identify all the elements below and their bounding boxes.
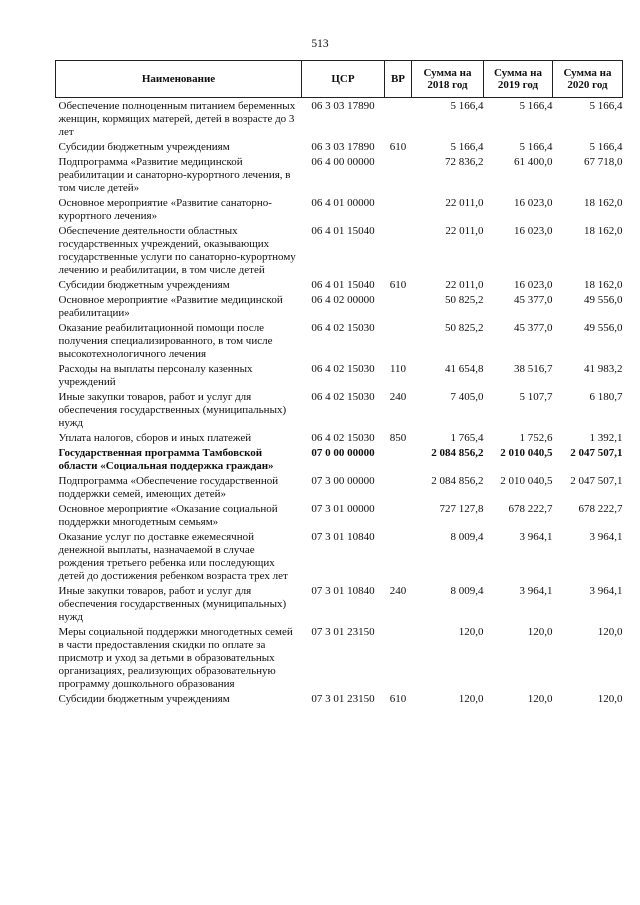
row-sum-2018: 1 765,4	[450, 432, 484, 444]
row-sum-2018: 22 011,0	[445, 279, 484, 291]
row-csr-code: 06 4 01 15040	[311, 279, 375, 291]
table-row	[56, 473, 623, 501]
row-sum-2018: 41 654,8	[445, 363, 484, 375]
row-sum-2020: 6 180,7	[589, 391, 623, 403]
row-csr-code: 06 4 01 15040	[311, 225, 375, 237]
row-sum-2020: 18 162,0	[584, 225, 623, 237]
row-vr-code	[385, 98, 412, 140]
row-sum-2019: 45 377,0	[514, 322, 553, 334]
row-name: Оказание реабилитационной помощи после получения специализированного, в том числе высокотехнологичного лечения	[58, 322, 273, 360]
row-sum-2019: 678 222,7	[508, 503, 553, 515]
header-sum-2018: Сумма на 2018 год	[412, 61, 484, 98]
row-sum-2020: 120,0	[597, 693, 623, 705]
row-vr-code: 850	[389, 432, 407, 444]
row-sum-2018: 8 009,4	[450, 531, 484, 543]
row-sum-2018: 22 011,0	[445, 197, 484, 209]
table-body	[56, 98, 623, 707]
row-name: Государственная программа Тамбовской области «Социальная поддержка граждан»	[58, 447, 274, 472]
row-sum-2019: 61 400,0	[514, 156, 553, 168]
row-csr-code: 07 3 00 00000	[311, 475, 375, 487]
row-sum-2020: 5 166,4	[589, 100, 623, 112]
table-row	[56, 691, 623, 706]
table-row	[56, 389, 623, 430]
row-csr-code: 06 4 02 00000	[311, 294, 375, 306]
row-name: Расходы на выплаты персоналу казенных учреждений	[58, 363, 253, 388]
row-sum-2019: 120,0	[527, 693, 553, 705]
row-vr-code	[385, 445, 412, 473]
row-name: Подпрограмма «Обеспечение государственной поддержки семей, имеющих детей»	[58, 475, 279, 500]
header-name: Наименование	[56, 61, 302, 98]
row-sum-2020: 3 964,1	[589, 531, 623, 543]
row-sum-2020: 2 047 507,1	[570, 475, 623, 487]
table-row	[56, 195, 623, 223]
table-row	[56, 624, 623, 691]
row-sum-2019: 5 166,4	[519, 100, 553, 112]
table-row	[56, 154, 623, 195]
row-csr-code: 07 0 00 00000	[311, 447, 375, 459]
row-sum-2020: 1 392,1	[589, 432, 623, 444]
row-vr-code	[385, 320, 412, 361]
row-vr-code: 610	[389, 279, 407, 291]
row-csr-code: 06 4 02 15030	[311, 322, 375, 334]
row-sum-2019: 5 107,7	[519, 391, 553, 403]
table-row	[56, 361, 623, 389]
row-name: Оказание услуг по доставке ежемесячной денежной выплаты, назначаемой в случае рождения третьего ребенка или последующих детей до достижения ребенком возраста трех лет	[58, 531, 288, 582]
row-name: Субсидии бюджетным учреждениям	[58, 141, 230, 153]
row-sum-2019: 16 023,0	[514, 197, 553, 209]
row-sum-2020: 18 162,0	[584, 279, 623, 291]
table-row	[56, 529, 623, 583]
table-row	[56, 277, 623, 292]
row-vr-code: 610	[389, 693, 407, 705]
row-vr-code	[385, 223, 412, 277]
table-row	[56, 583, 623, 624]
row-name: Уплата налогов, сборов и иных платежей	[58, 432, 252, 444]
row-csr-code: 07 3 01 10840	[311, 531, 375, 543]
row-sum-2018: 5 166,4	[450, 100, 484, 112]
row-vr-code	[385, 154, 412, 195]
row-csr-code: 07 3 01 10840	[311, 585, 375, 597]
row-sum-2020: 3 964,1	[589, 585, 623, 597]
row-sum-2018: 72 836,2	[445, 156, 484, 168]
row-vr-code	[385, 624, 412, 691]
row-vr-code: 110	[389, 363, 407, 375]
row-csr-code: 06 4 01 00000	[311, 197, 375, 209]
row-csr-code: 07 3 01 00000	[311, 503, 375, 515]
row-sum-2019: 16 023,0	[514, 279, 553, 291]
row-sum-2019: 1 752,6	[519, 432, 553, 444]
row-name: Субсидии бюджетным учреждениям	[58, 693, 230, 705]
row-sum-2018: 120,0	[458, 693, 484, 705]
row-sum-2019: 38 516,7	[514, 363, 553, 375]
row-sum-2018: 8 009,4	[450, 585, 484, 597]
header-vr: ВР	[385, 61, 412, 98]
row-sum-2018: 5 166,4	[450, 141, 484, 153]
row-csr-code: 06 4 00 00000	[311, 156, 375, 168]
row-sum-2018: 7 405,0	[450, 391, 484, 403]
row-sum-2020: 678 222,7	[578, 503, 623, 515]
row-sum-2019: 16 023,0	[514, 225, 553, 237]
row-sum-2019: 2 010 040,5	[500, 475, 553, 487]
row-name: Основное мероприятие «Развитие санаторно-курортного лечения»	[58, 197, 272, 222]
row-sum-2019: 5 166,4	[519, 141, 553, 153]
row-vr-code: 240	[389, 585, 407, 597]
table-row	[56, 139, 623, 154]
row-sum-2018: 2 084 856,2	[431, 447, 484, 459]
row-name: Иные закупки товаров, работ и услуг для обеспечения государственных (муниципальных) нужд	[58, 391, 287, 429]
header-sum-2019: Сумма на 2019 год	[484, 61, 553, 98]
row-sum-2020: 18 162,0	[584, 197, 623, 209]
row-sum-2019: 3 964,1	[519, 585, 553, 597]
row-name: Обеспечение деятельности областных государственных учреждений, оказывающих государственные услуги по санаторно-курортному лечению и реабилитации, в том числе детей	[58, 225, 296, 276]
row-name: Обеспечение полноценным питанием беременных женщин, кормящих матерей, детей в возрасте до 3 лет	[58, 100, 296, 138]
row-vr-code	[385, 529, 412, 583]
row-sum-2020: 49 556,0	[584, 294, 623, 306]
row-sum-2020: 41 983,2	[584, 363, 623, 375]
row-vr-code	[385, 473, 412, 501]
header-sum-2020: Сумма на 2020 год	[553, 61, 623, 98]
row-csr-code: 06 4 02 15030	[311, 363, 375, 375]
row-name: Меры социальной поддержки многодетных семей в части предоставления скидки по оплате за присмотр и уход за детьми в образовательных организациях, реализующих образовательную программу дошкольного образования	[58, 626, 293, 690]
table-header	[56, 61, 623, 98]
row-sum-2019: 45 377,0	[514, 294, 553, 306]
row-name: Основное мероприятие «Развитие медицинской реабилитации»	[58, 294, 283, 319]
row-csr-code: 06 4 02 15030	[311, 432, 375, 444]
row-vr-code: 240	[389, 391, 407, 403]
row-name: Субсидии бюджетным учреждениям	[58, 279, 230, 291]
row-name: Подпрограмма «Развитие медицинской реабилитации и санаторно-курортного лечения, в том числе детей»	[58, 156, 291, 194]
budget-table	[55, 60, 623, 706]
row-sum-2018: 50 825,2	[445, 294, 484, 306]
row-sum-2018: 120,0	[458, 626, 484, 638]
row-vr-code	[385, 195, 412, 223]
row-csr-code: 06 4 02 15030	[311, 391, 375, 403]
row-sum-2018: 727 127,8	[439, 503, 484, 515]
row-sum-2018: 2 084 856,2	[431, 475, 484, 487]
row-sum-2019: 3 964,1	[519, 531, 553, 543]
row-sum-2020: 5 166,4	[589, 141, 623, 153]
row-csr-code: 07 3 01 23150	[311, 693, 375, 705]
page-number: 513	[311, 38, 329, 50]
row-sum-2019: 120,0	[527, 626, 553, 638]
row-sum-2020: 49 556,0	[584, 322, 623, 334]
row-vr-code	[385, 501, 412, 529]
header-csr: ЦСР	[302, 61, 385, 98]
row-name: Иные закупки товаров, работ и услуг для обеспечения государственных (муниципальных) нужд	[58, 585, 287, 623]
row-csr-code: 06 3 03 17890	[311, 141, 375, 153]
table-row	[56, 223, 623, 277]
row-sum-2020: 2 047 507,1	[570, 447, 623, 459]
row-csr-code: 06 3 03 17890	[311, 100, 375, 112]
row-name: Основное мероприятие «Оказание социальной поддержки многодетным семьям»	[58, 503, 278, 528]
table-row	[56, 98, 623, 140]
row-sum-2018: 22 011,0	[445, 225, 484, 237]
row-vr-code	[385, 292, 412, 320]
row-sum-2018: 50 825,2	[445, 322, 484, 334]
row-sum-2020: 120,0	[597, 626, 623, 638]
table-row	[56, 320, 623, 361]
row-csr-code: 07 3 01 23150	[311, 626, 375, 638]
row-sum-2020: 67 718,0	[584, 156, 623, 168]
row-sum-2019: 2 010 040,5	[500, 447, 553, 459]
table-row	[56, 445, 623, 473]
table-row	[56, 292, 623, 320]
table-row	[56, 430, 623, 445]
row-vr-code: 610	[389, 141, 407, 153]
table-row	[56, 501, 623, 529]
